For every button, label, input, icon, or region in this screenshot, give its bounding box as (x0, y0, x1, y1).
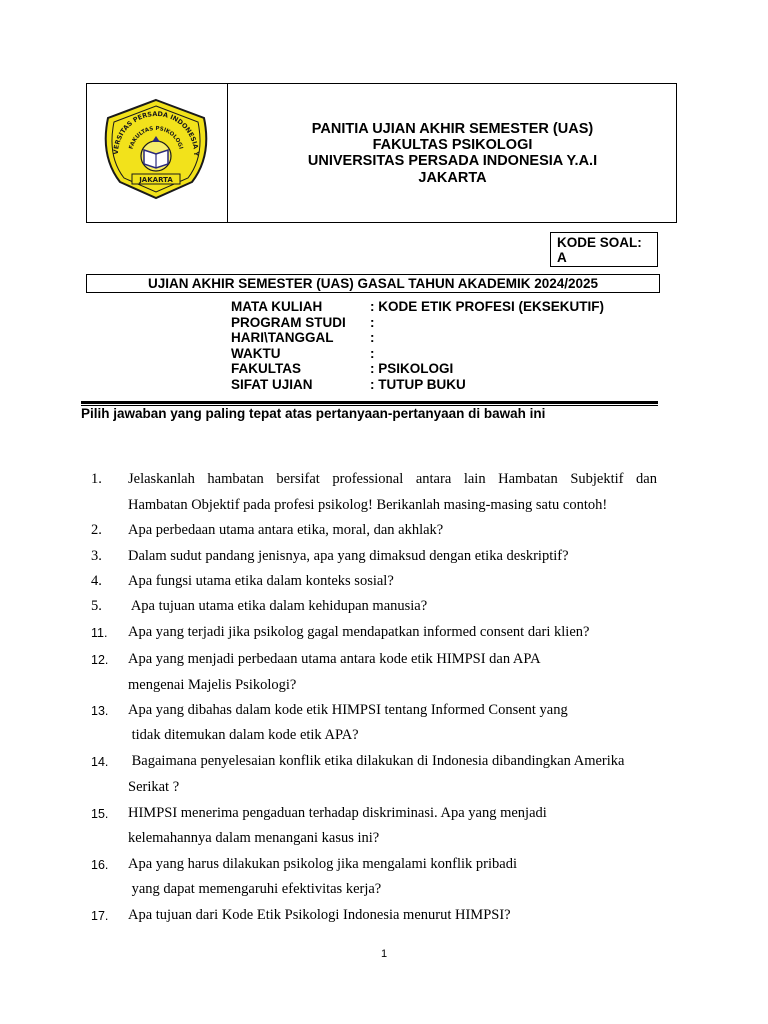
question-number: 16. (91, 858, 109, 872)
header-line-4: JAKARTA (418, 170, 487, 186)
question-text: tidak ditemukan dalam kode etik APA? (128, 727, 359, 743)
info-label: SIFAT UJIAN (231, 377, 313, 392)
info-value: : (370, 346, 375, 361)
kode-soal-value: A (557, 250, 567, 265)
info-label: FAKULTAS (231, 361, 301, 376)
info-label: HARI\TANGGAL (231, 330, 334, 345)
logo-text-inner: FAKULTAS PSIKOLOGI (128, 125, 184, 150)
info-value: : (370, 315, 375, 330)
question-text: HIMPSI menerima pengaduan terhadap diskriminasi. Apa yang menjadi (128, 805, 547, 821)
question-text: Apa tujuan dari Kode Etik Psikologi Indonesia menurut HIMPSI? (128, 907, 511, 923)
info-label: MATA KULIAH (231, 299, 323, 314)
header-line-2: FAKULTAS PSIKOLOGI (372, 137, 533, 153)
question-text: mengenai Majelis Psikologi? (128, 677, 297, 693)
question-text: Serikat ? (128, 779, 180, 795)
question-text: Dalam sudut pandang jenisnya, apa yang dimaksud dengan etika deskriptif? (128, 548, 569, 564)
question-number: 15. (91, 807, 109, 821)
question-text: Apa yang menjadi perbedaan utama antara kode etik HIMPSI dan APA (128, 651, 541, 667)
divider-thick (81, 401, 658, 404)
question-number: 3. (91, 548, 102, 564)
question-number: 1. (91, 471, 102, 487)
instruction-text: Pilih jawaban yang paling tepat atas pertanyaan-pertanyaan di bawah ini (81, 406, 546, 421)
info-label: WAKTU (231, 346, 281, 361)
question-number: 5. (91, 598, 102, 614)
question-number: 11. (91, 626, 108, 640)
question-text: Apa perbedaan utama antara etika, moral, dan akhlak? (128, 522, 444, 538)
header-line-3: UNIVERSITAS PERSADA INDONESIA Y.A.I (307, 153, 598, 169)
logo-text-bottom: JAKARTA (139, 176, 173, 184)
question-number: 13. (91, 704, 109, 718)
question-number: 12. (91, 653, 109, 667)
question-number: 14. (91, 755, 109, 769)
question-text: Apa yang terjadi jika psikolog gagal mendapatkan informed consent dari klien? (128, 624, 590, 640)
question-text: Jelaskanlah hambatan bersifat professional antara lain Hambatan Subjektif dan (128, 471, 657, 487)
question-text: Apa fungsi utama etika dalam konteks sosial? (128, 573, 394, 589)
info-value: : KODE ETIK PROFESI (EKSEKUTIF) (370, 299, 605, 314)
info-value: : TUTUP BUKU (370, 377, 466, 392)
question-text: yang dapat memengaruhi efektivitas kerja? (128, 881, 382, 897)
kode-soal-box (550, 232, 658, 267)
info-value: : (370, 330, 375, 345)
university-seal-icon (96, 96, 216, 202)
page-number: 1 (380, 948, 388, 960)
header-line-1: PANITIA UJIAN AKHIR SEMESTER (UAS) (311, 121, 594, 137)
question-text: Bagaimana penyelesaian konflik etika dilakukan di Indonesia dibandingkan Amerika (128, 753, 625, 769)
question-number: 4. (91, 573, 102, 589)
question-text: Apa yang dibahas dalam kode etik HIMPSI tentang Informed Consent yang (128, 702, 568, 718)
question-text: kelemahannya dalam menangani kasus ini? (128, 830, 380, 846)
question-text: Apa tujuan utama etika dalam kehidupan manusia? (128, 598, 428, 614)
logo-text-top: VERSITAS PERSADA INDONESIA Y (111, 109, 201, 156)
question-number: 17. (91, 909, 109, 923)
exam-title: UJIAN AKHIR SEMESTER (UAS) GASAL TAHUN AKADEMIK 2024/2025 (86, 274, 660, 293)
info-value: : PSIKOLOGI (370, 361, 454, 376)
kode-soal-label: KODE SOAL: (557, 235, 642, 250)
question-number: 2. (91, 522, 102, 538)
question-text: Apa yang harus dilakukan psikolog jika mengalami konflik pribadi (128, 856, 518, 872)
info-label: PROGRAM STUDI (231, 315, 346, 330)
question-text: Hambatan Objektif pada profesi psikolog! Berikanlah masing-masing satu contoh! (128, 497, 608, 513)
